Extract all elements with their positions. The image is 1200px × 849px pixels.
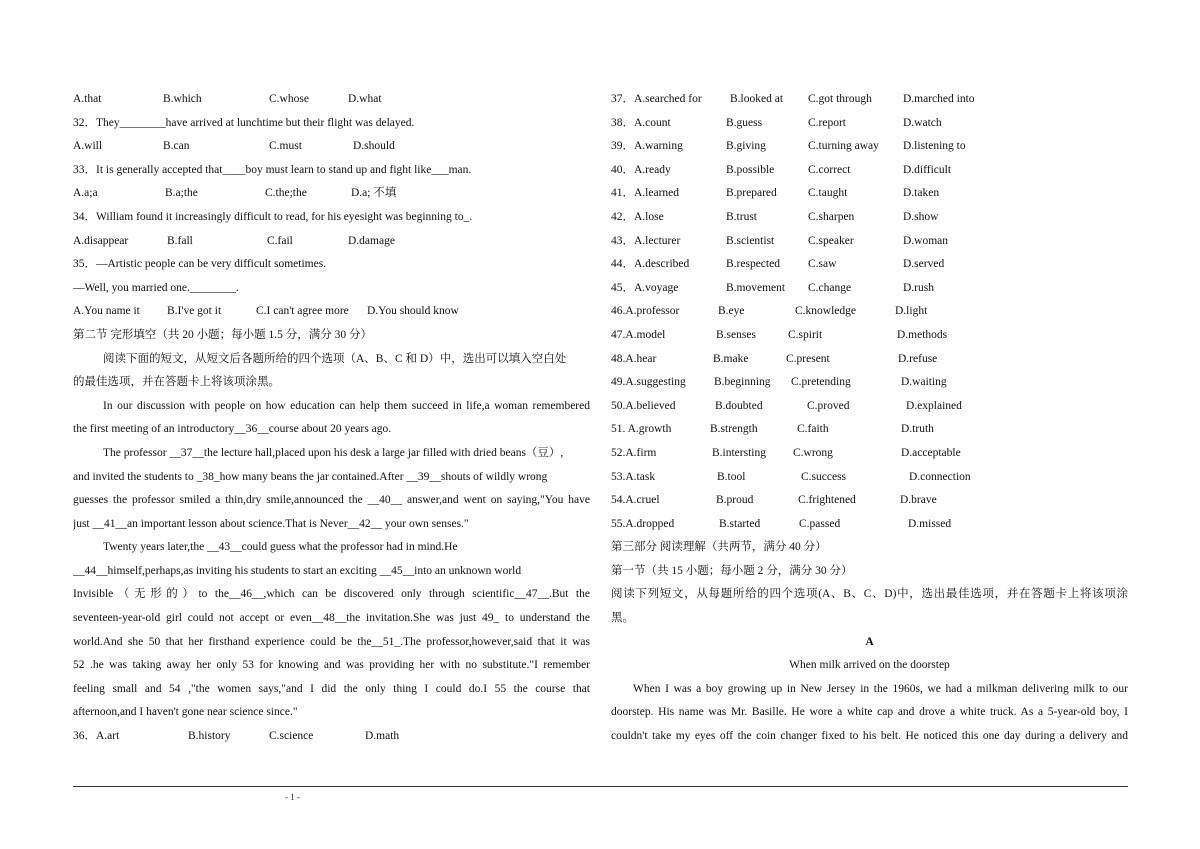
option-a: 44．A.described: [611, 258, 690, 271]
text-line: Invisible（无形的）to the__46__,which can be discovered only through scientific__47__.But the: [73, 588, 590, 601]
option-d: D.light: [895, 305, 928, 318]
option-d: D.show: [903, 210, 939, 223]
option-d: D.should: [353, 140, 395, 153]
text-line: 34．William found it increasingly difficult to read, for his eyesight was beginning to_.: [73, 210, 473, 223]
options-row: [73, 300, 590, 324]
text-line: __44__himself,perhaps,as inviting his students to start an exciting __45__into an unknown world: [73, 564, 522, 577]
page-number: - 1 -: [285, 792, 300, 802]
option-b: B.giving: [726, 140, 766, 153]
option-d: D.what: [348, 93, 382, 105]
options-row: [73, 230, 590, 254]
left-column: [73, 88, 590, 749]
option-c: C.pretending: [791, 376, 851, 389]
option-c: C.taught: [808, 187, 848, 200]
text-line: guesses the professor smiled a thin,dry smile,announced the __40__ answer,and went on saying,"You have: [73, 494, 590, 507]
text-line: —Well, you married one.________.: [73, 281, 239, 294]
option-b: B.I've got it: [167, 305, 222, 318]
option-b: B.beginning: [714, 376, 771, 389]
option-b: B.tool: [717, 470, 746, 483]
option-b: B.senses: [716, 328, 756, 341]
options-row: [611, 418, 1128, 442]
option-d: D.refuse: [898, 352, 938, 365]
option-a: 40．A.ready: [611, 163, 671, 176]
option-d: D.missed: [908, 517, 952, 530]
option-c: C.speaker: [808, 234, 854, 247]
option-b: B.eye: [718, 305, 745, 318]
option-d: D.truth: [901, 423, 934, 436]
option-a: 39．A.warning: [611, 140, 683, 153]
text-line: When milk arrived on the doorstep: [789, 659, 950, 672]
option-b: B.proud: [716, 494, 754, 507]
option-d: D.rush: [903, 281, 934, 294]
options-row: [611, 277, 1128, 301]
option-c: C.spirit: [788, 328, 823, 341]
option-a: 50.A.believed: [611, 399, 676, 412]
option-d: D.listening to: [903, 140, 966, 153]
options-row: [611, 182, 1128, 206]
option-b: B.started: [719, 517, 761, 530]
option-b: B.fall: [167, 234, 193, 247]
options-row: [611, 135, 1128, 159]
option-d: D.taken: [903, 187, 940, 200]
text-line: 第一节（共 15 小题；每小题 2 分，满分 30 分）: [611, 564, 853, 577]
options-row: [611, 395, 1128, 419]
text-line: In our discussion with people on how education can help them succeed in life,a woman remembered: [103, 399, 590, 412]
option-d: D.math: [365, 730, 400, 743]
option-d: D.You should know: [367, 305, 459, 318]
text-line: 32．They________have arrived at lunchtime but their flight was delayed.: [73, 116, 415, 129]
text-line: 第二节 完形填空（共 20 小题；每小题 1.5 分，满分 30 分）: [73, 328, 372, 341]
option-c: C.faith: [797, 423, 829, 436]
option-a: 47.A.model: [611, 328, 666, 341]
text-line: 阅读下列短文，从每题所给的四个选项(A、B、C、D)中，选出最佳选项，并在答题卡上将该项涂: [611, 588, 1128, 601]
text-line: afternoon,and I haven't gone near science since.": [73, 706, 298, 719]
option-a: 53.A.task: [611, 470, 656, 483]
option-d: D.brave: [900, 494, 937, 507]
text-line: just __41__an important lesson about science.That is Never__42__ your own senses.": [73, 517, 469, 530]
option-c: C.present: [786, 352, 830, 365]
option-d: D.explained: [906, 399, 962, 412]
options-row: [611, 112, 1128, 136]
footer-rule: [73, 786, 1128, 787]
option-b: B.trust: [726, 210, 757, 223]
option-a: 49.A.suggesting: [611, 376, 686, 389]
text-line: 阅读下面的短文，从短文后各题所给的四个选项（A、B、C 和 D）中，选出可以填入空白处: [103, 352, 567, 365]
options-row: [611, 371, 1128, 395]
option-a: A.a;a: [73, 187, 98, 200]
option-a: A.disappear: [73, 234, 129, 247]
option-a: 37．A.searched for: [611, 93, 702, 105]
option-a: A.will: [73, 140, 103, 153]
options-row: [611, 442, 1128, 466]
options-row: [611, 513, 1128, 537]
option-b: B.looked at: [730, 93, 784, 105]
option-d: D.difficult: [903, 163, 952, 176]
option-a: 52.A.firm: [611, 446, 657, 459]
option-b: B.strength: [710, 423, 758, 436]
options-row: [611, 300, 1128, 324]
options-row: [611, 88, 1128, 112]
option-d: D.served: [903, 258, 945, 271]
option-b: B.a;the: [165, 187, 198, 200]
option-b: B.guess: [726, 116, 763, 129]
option-c: C.must: [269, 140, 302, 153]
text-line: 黑。: [611, 612, 634, 625]
text-line: 的最佳选项，并在答题卡上将该项涂黑。: [73, 376, 280, 389]
option-c: C.turning away: [808, 140, 879, 153]
option-c: C.fail: [267, 234, 293, 247]
option-a: 51. A.growth: [611, 423, 672, 436]
options-row: [73, 725, 590, 749]
options-row: [611, 324, 1128, 348]
text-line: world.And she 50 that her firsthand experience could be the__51_.The professor,however,said that it was: [73, 635, 590, 648]
option-a: 45．A.voyage: [611, 281, 679, 294]
text-line: 35．—Artistic people can be very difficult sometimes.: [73, 258, 327, 271]
option-d: D.woman: [903, 234, 949, 247]
option-c: C.I can't agree more: [256, 305, 349, 318]
options-row: [611, 206, 1128, 230]
options-row: [611, 489, 1128, 513]
option-c: C.report: [808, 116, 847, 129]
options-row: [73, 135, 590, 159]
option-a: 43．A.lecturer: [611, 234, 681, 247]
text-line: The professor __37__the lecture hall,placed upon his desk a large jar filled with dried beans（豆）,: [103, 446, 564, 459]
option-c: C.success: [801, 470, 847, 483]
option-c: C.saw: [808, 258, 837, 271]
option-a: 41．A.learned: [611, 187, 680, 200]
text-line: A: [865, 635, 874, 648]
text-line: 第三部分 阅读理解（共两节，满分 40 分）: [611, 541, 827, 554]
option-c: C.change: [808, 281, 852, 294]
option-c: C.correct: [808, 163, 851, 176]
option-a: 36．A.art: [73, 730, 120, 743]
options-row: [611, 159, 1128, 183]
option-d: D.acceptable: [901, 446, 961, 459]
option-d: D.waiting: [901, 376, 947, 389]
option-d: D.marched into: [903, 93, 975, 105]
text-line: feeling small and 54 ,"the women says,"and I did the only thing I could do.I 55 the course that: [73, 682, 590, 695]
text-line: the first meeting of an introductory__36__course about 20 years ago.: [73, 423, 392, 436]
text-line: couldn't take my eyes off the coin changer fixed to his belt. He noticed this one day during a delivery and: [611, 730, 1128, 743]
option-d: D.connection: [909, 470, 971, 483]
option-b: B.intersting: [712, 446, 766, 459]
option-d: D.damage: [348, 234, 395, 247]
option-a: 54.A.cruel: [611, 494, 660, 507]
text-line: 33．It is generally accepted that____boy must learn to stand up and fight like___man.: [73, 163, 472, 176]
option-c: C.wrong: [793, 446, 833, 459]
option-d: D.a; 不填: [351, 187, 397, 200]
option-d: D.watch: [903, 116, 942, 129]
options-row: [73, 182, 590, 206]
right-column: [611, 88, 1128, 749]
text-line: and invited the students to _38_how many beans the jar contained.After __39__shouts of wildly wrong: [73, 470, 548, 483]
text-line: Twenty years later,the __43__could guess what the professor had in mind.He: [103, 541, 458, 554]
option-c: C.proved: [807, 399, 850, 412]
option-c: C.the;the: [265, 187, 307, 200]
option-c: C.got through: [808, 93, 872, 105]
option-c: C.science: [269, 730, 314, 743]
option-c: C.knowledge: [795, 305, 857, 318]
text-line: seventeen-year-old girl could not accept or even__48__the invitation.She was just 49_ to understand the: [73, 612, 590, 625]
text-line: 52 .he was taking away her only 53 for knowing and was providing her with no substitute."I remember: [73, 659, 590, 672]
option-a: 46.A.professor: [611, 305, 680, 318]
options-row: [611, 253, 1128, 277]
option-a: 55.A.dropped: [611, 517, 675, 530]
option-c: C.sharpen: [808, 210, 855, 223]
option-d: D.methods: [897, 328, 948, 341]
text-line: When I was a boy growing up in New Jersey in the 1960s, we had a milkman delivering milk to our: [633, 682, 1128, 695]
text-line: doorstep. His name was Mr. Basille. He wore a white cap and drove a white truck. As a 5-year-old boy, I: [611, 706, 1128, 719]
options-row: [611, 230, 1128, 254]
option-b: B.possible: [726, 163, 775, 176]
options-row: [73, 88, 590, 112]
option-b: B.prepared: [726, 187, 777, 200]
option-a: 42．A.lose: [611, 210, 664, 223]
option-b: B.scientist: [726, 234, 775, 247]
option-c: C.frightened: [798, 494, 856, 507]
option-b: B.history: [188, 730, 231, 743]
options-row: [611, 466, 1128, 490]
option-a: 38．A.count: [611, 116, 671, 129]
option-c: C.passed: [799, 517, 841, 530]
option-b: B.make: [713, 352, 749, 365]
option-b: B.movement: [726, 281, 786, 294]
options-row: [611, 348, 1128, 372]
option-b: B.which: [163, 93, 202, 105]
option-a: 48.A.hear: [611, 352, 657, 365]
option-a: A.that: [73, 93, 102, 105]
option-b: B.can: [163, 140, 190, 153]
option-a: A.You name it: [73, 305, 140, 318]
option-c: C.whose: [269, 93, 309, 105]
option-b: B.respected: [726, 258, 780, 271]
option-b: B.doubted: [715, 399, 763, 412]
